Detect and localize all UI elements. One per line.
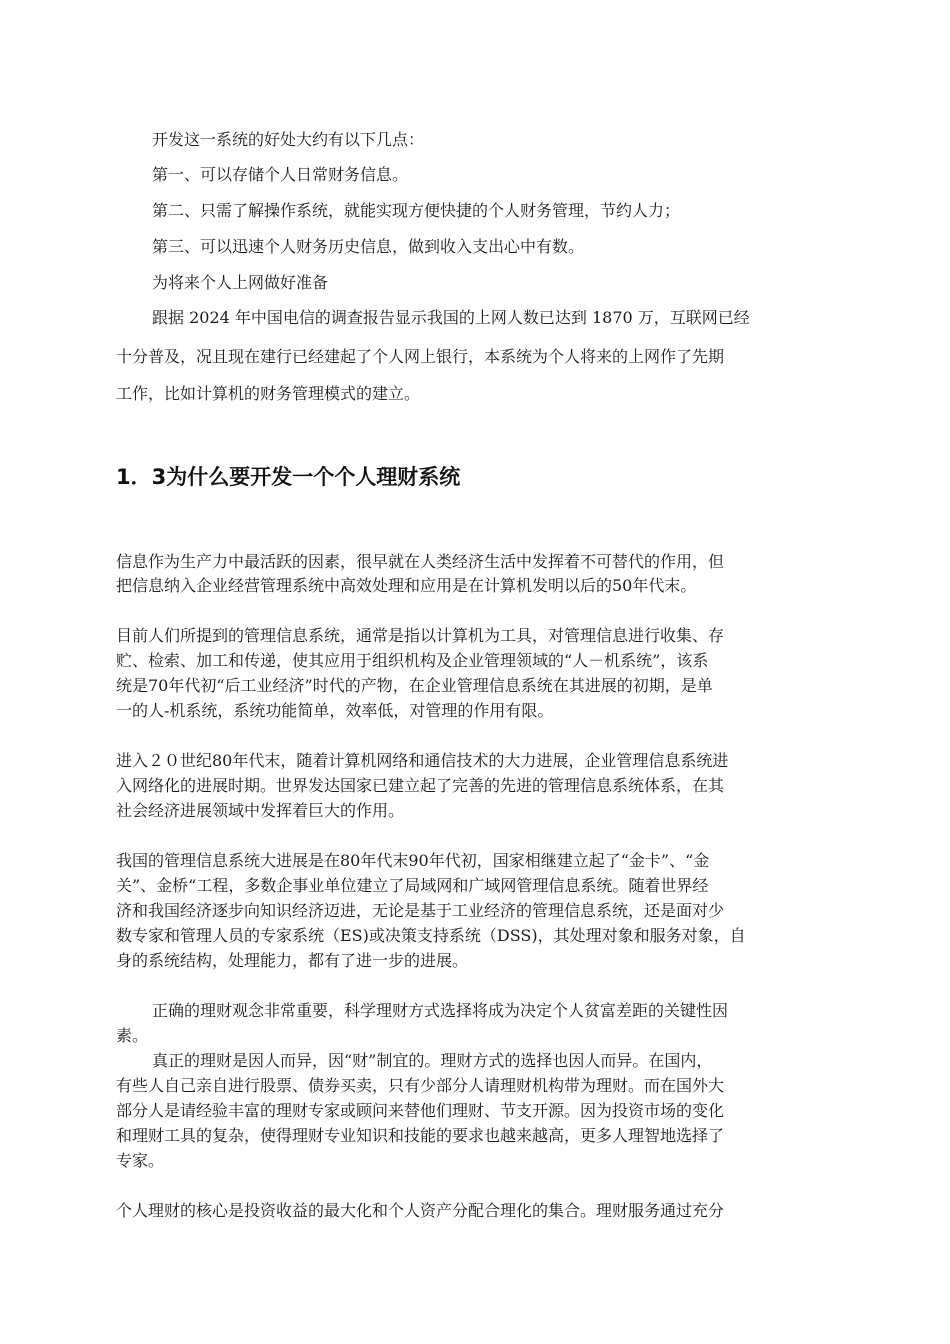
text-line: 工作，比如计算机的财务管理模式的建立。: [116, 384, 421, 403]
text-line: 第三、可以迅速个人财务历史信息，做到收入支出心中有数。: [152, 237, 585, 256]
text-line: 开发这一系统的好处大约有以下几点：: [152, 130, 425, 149]
text-line: 正确的理财观念非常重要，科学理财方式选择将成为决定个人贫富差距的关键性因: [152, 1001, 729, 1020]
text-line: 社会经济进展领域中发挥着巨大的作用。: [116, 801, 405, 820]
text-line: 我国的管理信息系统大进展是在80年代末90年代初，国家相继建立起了“金卡”、“金: [116, 851, 710, 870]
text-line: 目前人们所提到的管理信息系统，通常是指以计算机为工具，对管理信息进行收集、存: [116, 626, 725, 645]
text-line: 个人理财的核心是投资收益的最大化和个人资产分配合理化的集合。理财服务通过充分: [116, 1201, 725, 1220]
section-heading: 1．3为什么要开发一个个人理财系统: [116, 465, 461, 489]
text-line: 专家。: [116, 1151, 165, 1170]
text-line: 进入２０世纪80年代末，随着计算机网络和通信技术的大力进展，企业管理信息系统进: [116, 751, 729, 770]
text-line: 数专家和管理人员的专家系统（ES)或决策支持系统（DSS)，其处理对象和服务对象，自: [116, 926, 746, 945]
text-line: 真正的理财是因人而异，因“财”制宜的。理财方式的选择也因人而异。在国内，: [152, 1051, 713, 1070]
text-line: 一的人-机系统，系统功能简单，效率低，对管理的作用有限。: [116, 701, 554, 720]
text-line: 信息作为生产力中最活跃的因素，很早就在人类经济生活中发挥着不可替代的作用，但: [116, 552, 725, 571]
text-line: 关”、金桥“工程，多数企事业单位建立了局域网和广域网管理信息系统。随着世界经: [116, 876, 709, 895]
text-line: 部分人是请经验丰富的理财专家或顾问来替他们理财、节支开源。因为投资市场的变化: [116, 1101, 725, 1120]
text-line: 有些人自己亲自进行股票、债券买卖，只有少部分人请理财机构带为理财。而在国外大: [116, 1076, 725, 1095]
text-line: 入网络化的进展时期。世界发达国家已建立起了完善的先进的管理信息系统体系，在其: [116, 776, 725, 795]
text-line: 济和我国经济逐步向知识经济迈进，无论是基于工业经济的管理信息系统，还是面对少: [116, 901, 725, 920]
text-line: 素。: [116, 1026, 149, 1045]
text-line: 把信息纳入企业经营管理系统中高效处理和应用是在计算机发明以后的50年代末。: [116, 576, 697, 595]
text-line: 为将来个人上网做好准备: [152, 273, 329, 292]
text-line: 身的系统结构，处理能力，都有了进一步的进展。: [116, 951, 469, 970]
text-line: 贮、检索、加工和传递，使其应用于组织机构及企业管理领域的“人－机系统”，该系: [116, 651, 709, 670]
text-line: 十分普及，况且现在建行已经建起了个人网上银行，本系统为个人将来的上网作了先期: [116, 347, 725, 366]
text-line: 第一、可以存储个人日常财务信息。: [152, 165, 409, 184]
text-line: 和理财工具的复杂，使得理财专业知识和技能的要求也越来越高，更多人理智地选择了: [116, 1126, 725, 1145]
text-line: 统是70年代初“后工业经济”时代的产物，在企业管理信息系统在其进展的初期，是单: [116, 676, 713, 695]
text-line: 跟据 2024 年中国电信的调查报告显示我国的上网人数已达到 1870 万，互联网已经: [152, 308, 750, 327]
text-line: 第二、只需了解操作系统，就能实现方便快捷的个人财务管理，节约人力；: [152, 201, 681, 220]
